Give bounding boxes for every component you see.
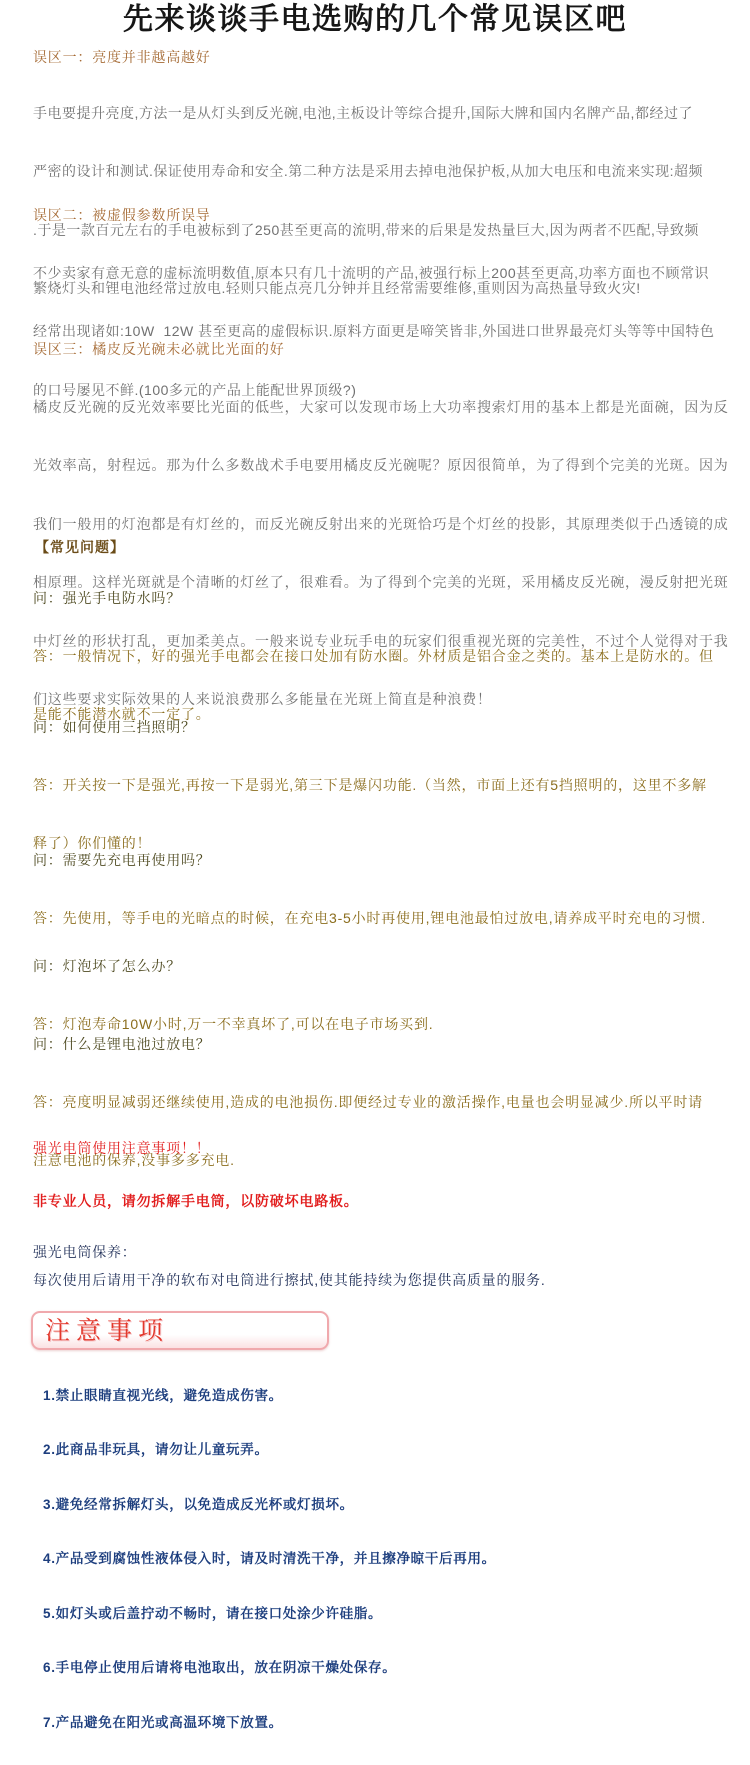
notice-item: 2.此商品非玩具，请勿让儿童玩弄。: [43, 1442, 269, 1458]
myth-3-line: 相原理。这样光斑就是个清晰的灯丝了，很难看。为了得到个完美的光斑，采用橘皮反光碗，漫反射把光斑: [33, 574, 729, 591]
maintenance-heading: 强光电筒保养：: [33, 1243, 137, 1260]
notice-banner-title: 注意事项: [45, 1316, 170, 1345]
notice-item: 6.手电停止使用后请将电池取出，放在阴凉干燥处保存。: [43, 1660, 397, 1676]
notice-item: 1.禁止眼睛直视光线，避免造成伤害。: [43, 1387, 283, 1403]
faq-answer-line: 答：灯泡寿命10W小时,万一不幸真坏了,可以在电子市场买到.: [33, 1015, 434, 1032]
faq-answer-5: [33, 1057, 703, 1206]
notice-item: 3.避免经常拆解灯头，以免造成反光杯或灯损坏。: [43, 1496, 354, 1512]
myth-1-heading: 误区一：亮度并非越高越好: [33, 48, 211, 65]
page-title: 先来谈谈手电选购的几个常见误区吧: [123, 2, 627, 37]
notice-item: 7.产品避免在阳光或高温环境下放置。: [43, 1714, 283, 1730]
faq-question-1: 问：强光手电防水吗？: [33, 589, 181, 606]
faq-question-3: 问：需要先充电再使用吗？: [33, 851, 211, 868]
disassembly-warning: 非专业人员，请勿拆解手电筒，以防破坏电路板。: [33, 1192, 359, 1209]
myth-3-heading: 误区三：橘皮反光碗未必就比光面的好: [33, 340, 285, 357]
myth-1-line: .于是一款百元左右的手电被标到了250甚至更高的流明,带来的后果是发热量巨大,因为两者不匹配,导致频: [33, 221, 699, 238]
myth-1-line: 手电要提升亮度,方法一是从灯头到反光碗,电池,主板设计等综合提升,国际大牌和国内名牌产品,都经过了: [33, 104, 693, 121]
myth-2-heading: 误区二：被虚假参数所误导: [33, 206, 211, 223]
maintenance-text: 每次使用后请用干净的软布对电筒进行擦拭,使其能持续为您提供高质量的服务.: [33, 1271, 546, 1288]
faq-question-4: 问：灯泡坏了怎么办？: [33, 957, 181, 974]
faq-answer-line: 答：亮度明显减弱还继续使用,造成的电池损伤.即便经过专业的激活操作,电量也会明显减少.所以平时请: [33, 1093, 703, 1110]
faq-answer-line: 注意电池的保养,没事多多充电.: [33, 1152, 235, 1169]
myth-2-line: 经常出现诸如:10W 12W 甚至更高的虚假标识.原料方面更是啼笑皆非,外国进口世界最亮灯头等等中国特色: [33, 323, 715, 340]
faq-answer-line: 答：先使用，等手电的光暗点的时候，在充电3-5小时再使用,锂电池最怕过放电,请养成平时充电的习惯.: [33, 909, 707, 926]
notice-list: [43, 1354, 496, 1765]
myth-3-line: 光效率高，射程远。那为什么多数战术手电要用橘皮反光碗呢？原因很简单，为了得到个完美的光斑。因为: [33, 457, 729, 474]
myth-1-line: 严密的设计和测试.保证使用寿命和安全.第二种方法是采用去掉电池保护板,从加大电压和电流来实现:超频: [33, 163, 704, 180]
myth-3-line: 们这些要求实际效果的人来说浪费那么多能量在光斑上简直是种浪费！: [33, 691, 492, 708]
myth-3-line: 中灯丝的形状打乱，更加柔美点。一般来说专业玩手电的玩家们很重视光斑的完美性，不过个人觉得对于我: [33, 632, 729, 649]
faq-heading: 【常见问题】: [35, 538, 125, 555]
notice-item: 4.产品受到腐蚀性液体侵入时，请及时清洗干净，并且擦净晾干后再用。: [43, 1551, 496, 1567]
faq-answer-3: [33, 873, 706, 964]
myth-3-line: 我们一般用的灯泡都是有灯丝的，而反光碗反射出来的光斑恰巧是个灯丝的投影，其原理类似于凸透镜的成: [33, 515, 729, 532]
myth-1-line: 繁烧灯头和锂电池经常过放电.轻则只能点亮几分钟并且经常需要维修,重则因为高热量导致火灾!: [33, 280, 641, 297]
notice-item: 5.如灯头或后盖拧动不畅时，请在接口处涂少许硅脂。: [43, 1605, 383, 1621]
myth-2-line: 不少卖家有意无意的虚标流明数值,原本只有几十流明的产品,被强行标上200甚至更高,功率方面也不顾常识: [33, 264, 710, 281]
notice-banner: [31, 1311, 329, 1350]
faq-question-2: 问：如何使用三挡照明？: [33, 718, 196, 735]
faq-answer-line: 是能不能潜水就不一定了。: [33, 706, 211, 723]
faq-question-5: 问：什么是锂电池过放电？: [33, 1035, 211, 1052]
usage-warning-title: 强光电筒使用注意事项！！: [33, 1139, 211, 1156]
faq-answer-line: 答：开关按一下是强光,再按一下是弱光,第三下是爆闪功能.（当然，市面上还有5挡照明的，这里不多解: [33, 776, 707, 793]
faq-answer-line: 释了）你们懂的！: [33, 835, 152, 852]
myth-3-line: 橘皮反光碗的反光效率要比光面的低些，大家可以发现市场上大功率搜索灯用的基本上都是光面碗，因为反: [33, 398, 729, 415]
myth-2-line: 的口号屡见不鲜.(100多元的产品上能配世界顶级?): [33, 381, 357, 398]
faq-answer-line: 答：一般情况下，好的强光手电都会在接口处加有防水圈。外材质是铝合金之类的。基本上是防水的。但: [33, 647, 714, 664]
